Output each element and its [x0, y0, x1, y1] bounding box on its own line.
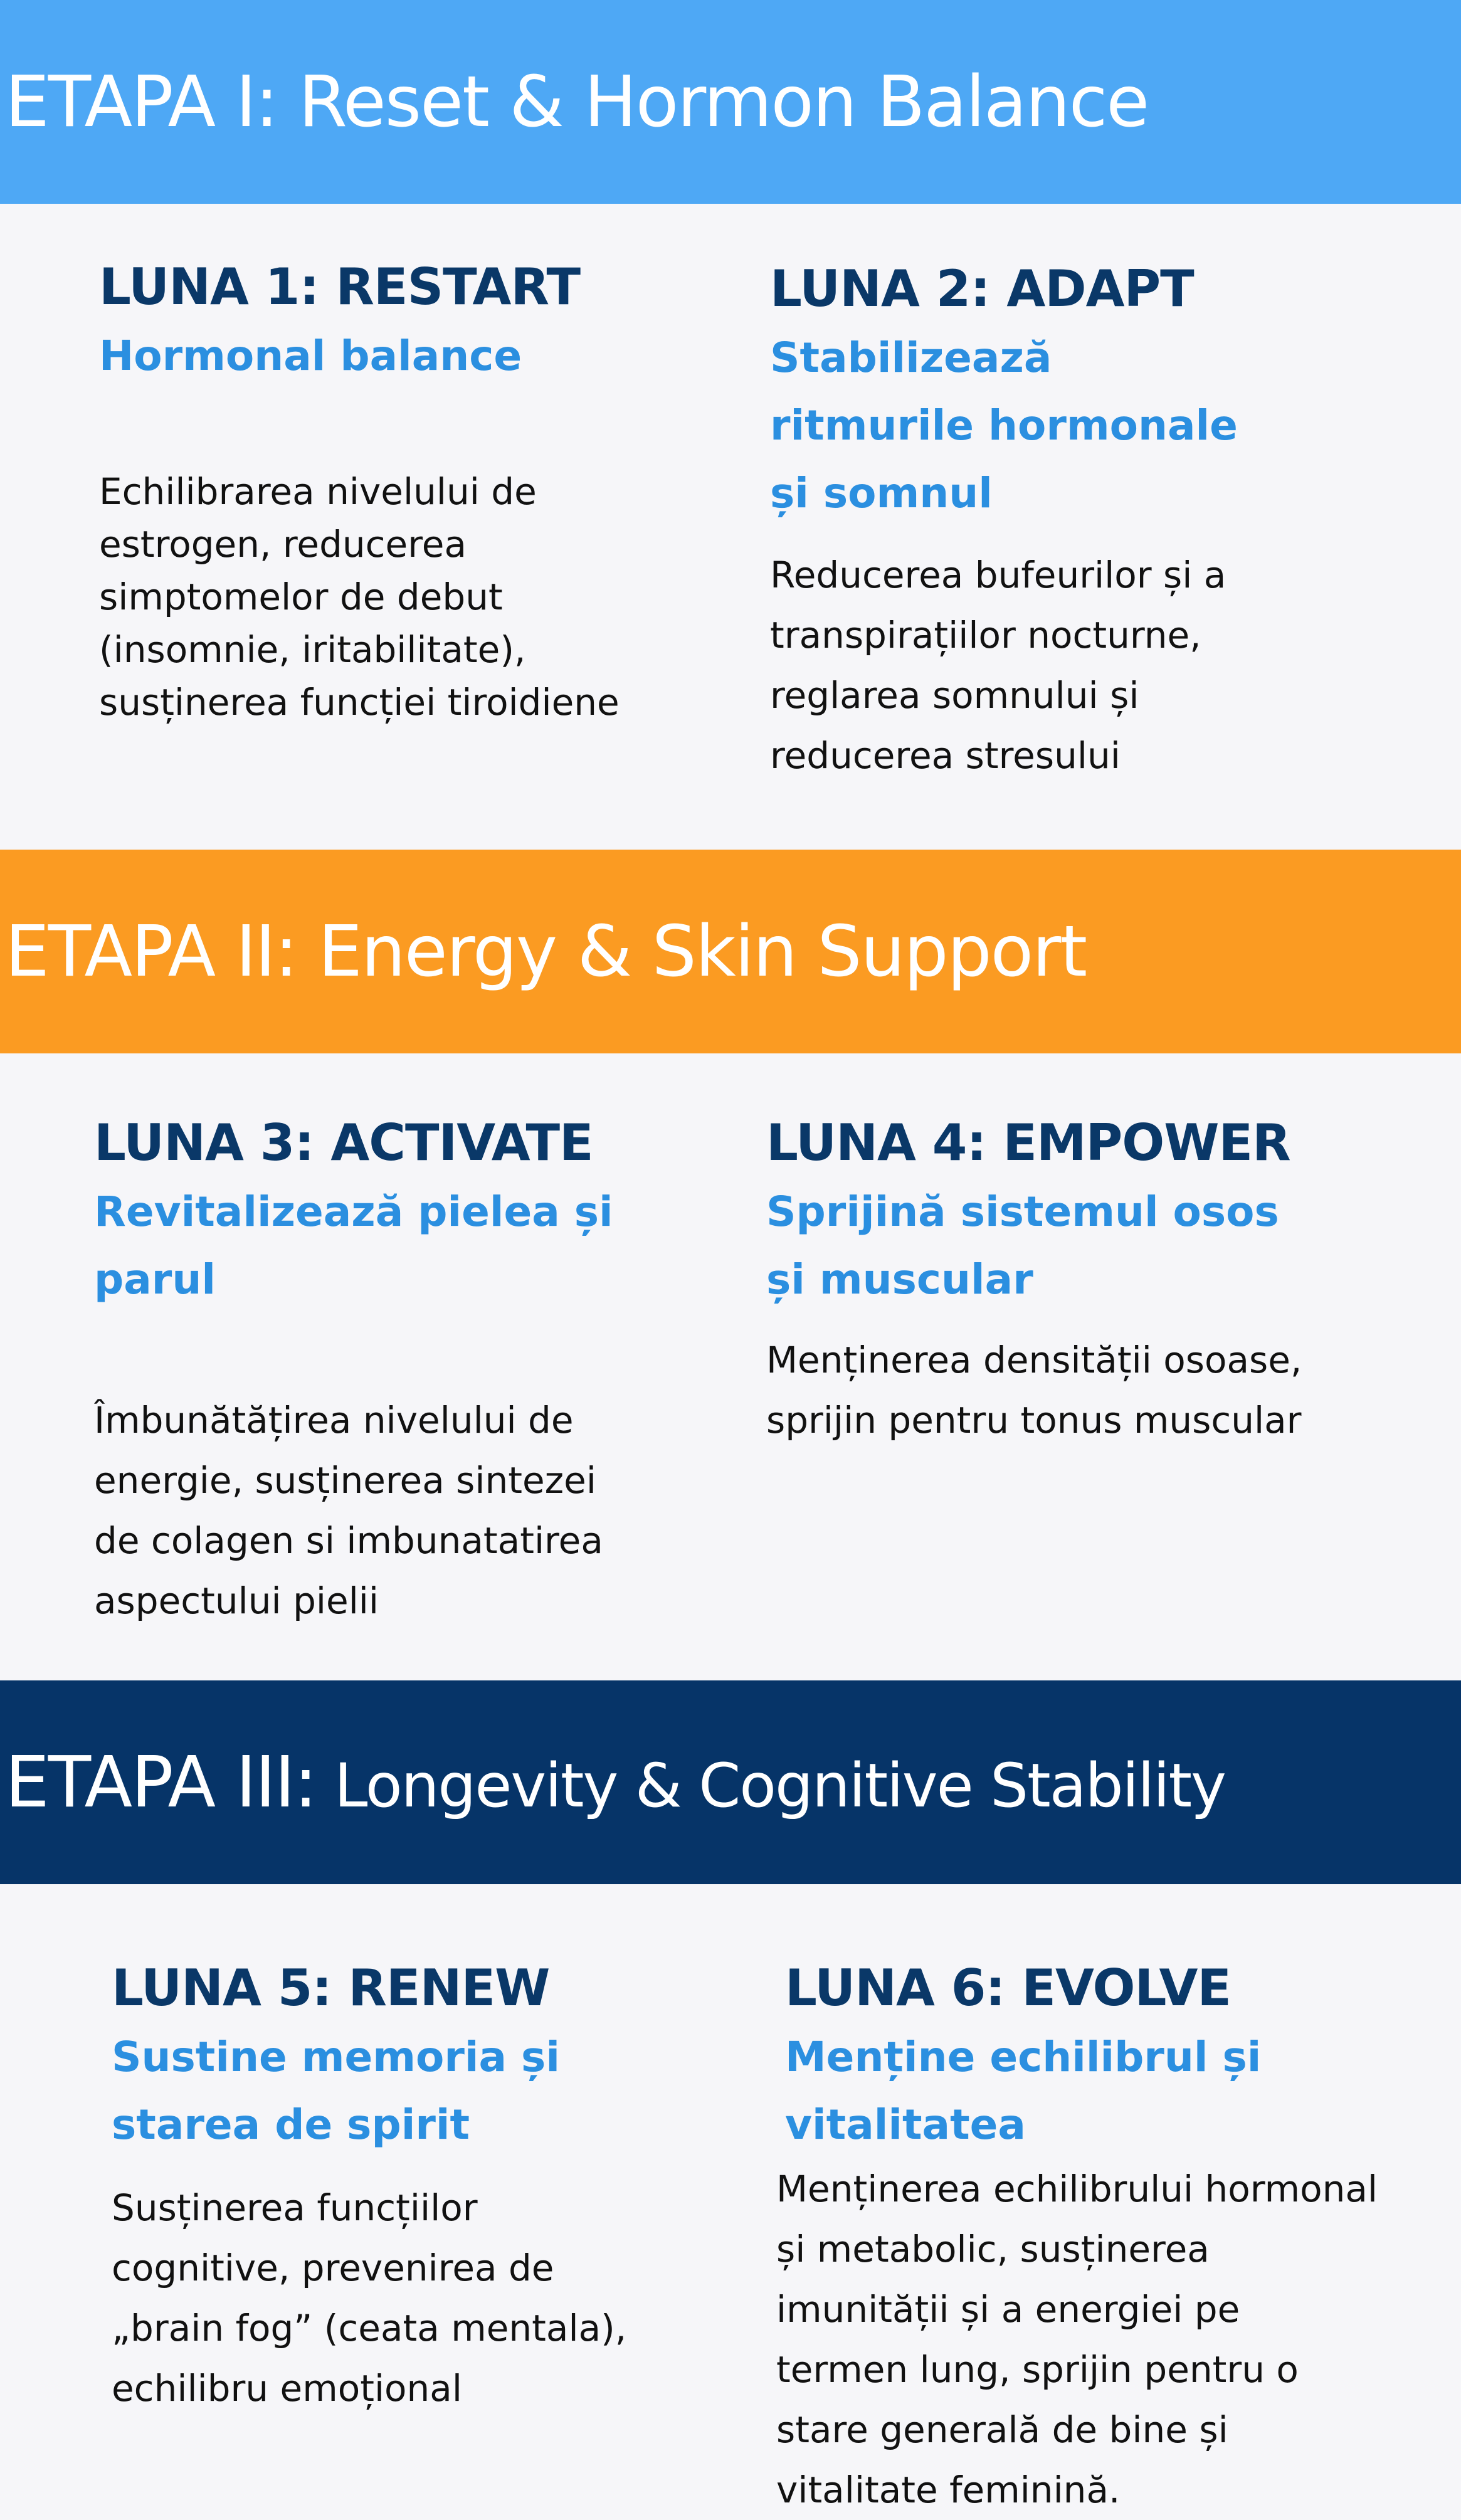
stage-3-body — [0, 1884, 1461, 2511]
stage-2-title-rest: Energy & Skin Support — [297, 910, 1087, 993]
stage-3-title-rest: Longevity & Cognitive Stability — [316, 1750, 1225, 1821]
month-1-title: LUNA 1: RESTART — [99, 258, 581, 316]
month-2-card — [770, 259, 1385, 786]
month-3-title: LUNA 3: ACTIVATE — [94, 1114, 593, 1172]
month-1-card — [99, 257, 714, 729]
stage-1-title — [5, 61, 1148, 143]
month-4-subtitle: Sprijină sistemul osos și muscular — [766, 1188, 1279, 1304]
stage-3-title-prefix: ETAPA III: — [5, 1741, 317, 1823]
month-2-description: Reducerea bufeurilor și a transpirațiilor nocturne, reglarea somnului și reducerea stresului — [770, 554, 1226, 777]
month-3-card — [94, 1113, 709, 1631]
stage-3-header — [0, 1680, 1461, 1884]
month-5-description: Susținerea funcțiilor cognitive, prevenirea de „brain fog” (ceata mentala), echilibru emoțional — [112, 2186, 627, 2410]
stage-1-body — [0, 204, 1461, 850]
month-6-description: Menținerea echilibrului hormonal și metabolic, susținerea imunității și a energiei pe termen lung, sprijin pentru o stare generală de bine și vitalitate feminină. — [776, 2168, 1378, 2511]
stage-2-header — [0, 850, 1461, 1053]
month-6-title: LUNA 6: EVOLVE — [785, 1959, 1231, 2017]
month-4-card — [766, 1113, 1381, 1450]
month-1-subtitle: Hormonal balance — [99, 332, 522, 380]
month-6-card — [776, 1958, 1400, 2520]
stage-1-title-prefix: ETAPA I: — [5, 61, 278, 143]
month-5-card — [112, 1958, 726, 2418]
stage-1-title-rest: Reset & Hormon Balance — [277, 61, 1149, 143]
stage-2-title — [5, 911, 1086, 993]
stage-3-title — [5, 1742, 1225, 1823]
month-5-subtitle: Sustine memoria și starea de spirit — [112, 2033, 560, 2149]
month-4-title: LUNA 4: EMPOWER — [766, 1114, 1290, 1172]
stage-2-title-prefix: ETAPA II: — [5, 910, 297, 993]
month-2-subtitle: Stabilizează ritmurile hormonale și somnul — [770, 334, 1238, 517]
month-5-title: LUNA 5: RENEW — [112, 1959, 550, 2017]
month-3-description: Îmbunătățirea nivelului de energie, susținerea sintezei de colagen si imbunatatirea aspectului pielii — [94, 1399, 603, 1622]
stage-2-body — [0, 1053, 1461, 1680]
stage-1-header — [0, 0, 1461, 204]
month-6-subtitle: Menține echilibrul și vitalitatea — [785, 2033, 1262, 2149]
month-4-description: Menținerea densității osoase, sprijin pentru tonus muscular — [766, 1339, 1302, 1442]
month-2-title: LUNA 2: ADAPT — [770, 260, 1194, 318]
month-3-subtitle: Revitalizează pielea și parul — [94, 1188, 613, 1304]
month-1-description: Echilibrarea nivelului de estrogen, reducerea simptomelor de debut (insomnie, iritabilitate), susținerea funcției tiroidiene — [99, 470, 620, 724]
